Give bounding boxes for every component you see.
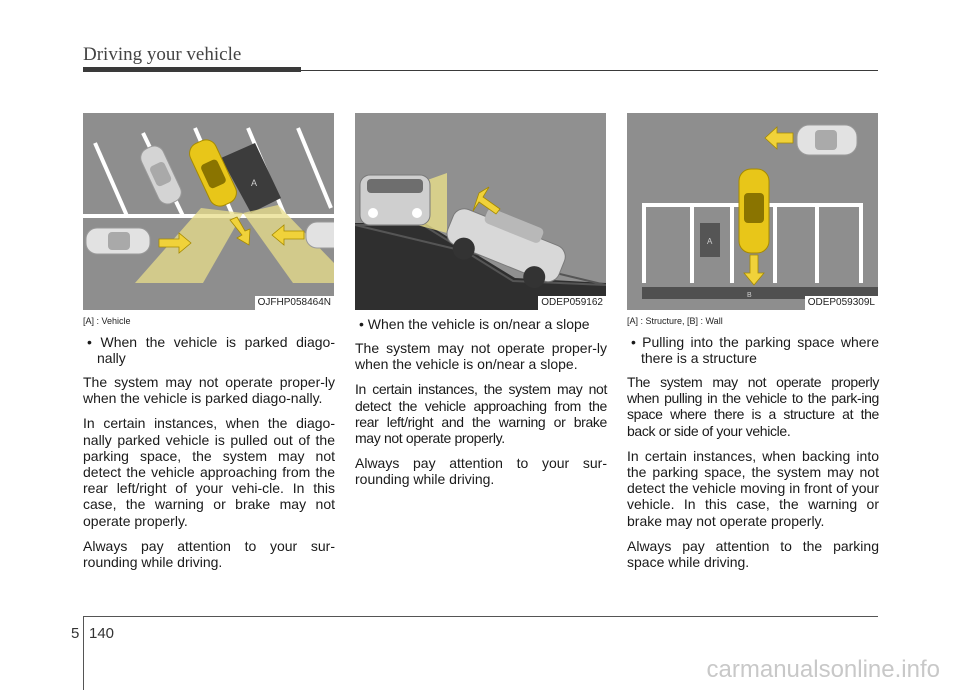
text-column-3 [627, 316, 879, 579]
text-column-2 [355, 316, 607, 497]
paragraph: The system may not operate proper-ly when the vehicle is parked diago-nally. [83, 374, 335, 407]
footer-vertical-rule [83, 616, 84, 690]
figure-code: ODEP059309L [805, 296, 878, 310]
paragraph: In certain instances, when backing into the parking space, the system may not detect the vehicle moving in front of your vehicle. In this case, the warning or brake may not operate properly. [627, 447, 879, 529]
paragraph: The system may not operate proper-ly when the vehicle is on/near a slope. [355, 340, 607, 373]
structure-parking-illustration [627, 113, 878, 310]
text-column-1 [83, 316, 335, 579]
header-rule-thin [301, 70, 878, 71]
figure-caption: [A] : Vehicle [83, 316, 131, 326]
footer-horizontal-rule [83, 616, 878, 617]
paragraph: Always pay attention to your sur-rounding while driving. [355, 455, 607, 488]
bullet-heading: • When the vehicle is on/near a slope [359, 316, 590, 332]
paragraph: In certain instances, the system may not detect the vehicle approaching from the rear left/right and the warning or brake may not operate properly. [355, 381, 607, 447]
figure-slope [355, 113, 606, 310]
page-header-title: Driving your vehicle [83, 44, 242, 65]
bullet-heading: • When the vehicle is parked diago-nally [87, 334, 335, 366]
watermark: carmanualsonline.info [706, 656, 940, 683]
chapter-number: 5 [71, 625, 80, 642]
page-number: 140 [89, 625, 115, 642]
paragraph: In certain instances, when the diago-nally parked vehicle is pulled out of the parking space, the system may not detect the vehicle approaching from the rear left/right of your vehi-cle. In this case, the warning or brake may not operate properly. [83, 415, 335, 529]
slope-illustration [355, 113, 606, 310]
figure-code: OJFHP058464N [255, 296, 334, 310]
figure3-label-b: B [747, 292, 752, 299]
paragraph: Always pay attention to your sur-rounding while driving. [83, 537, 335, 571]
figure1-label-a: A [251, 178, 258, 188]
figure-structure-parking [627, 113, 878, 310]
paragraph: The system may not operate properly when pulling in the vehicle to the park-ing space where there is a structure at the back or side of your vehicle. [627, 374, 879, 439]
figure3-label-a: A [707, 237, 713, 246]
figure-code: ODEP059162 [538, 296, 606, 310]
figure-diagonal-parking [83, 113, 334, 310]
paragraph: Always pay attention to the parking space while driving. [627, 537, 879, 571]
figure-caption: [A] : Structure, [B] : Wall [627, 316, 723, 326]
diagonal-parking-illustration [83, 113, 334, 310]
bullet-heading: • Pulling into the parking space where there is a structure [631, 334, 879, 366]
header-rule-thick [83, 67, 301, 72]
